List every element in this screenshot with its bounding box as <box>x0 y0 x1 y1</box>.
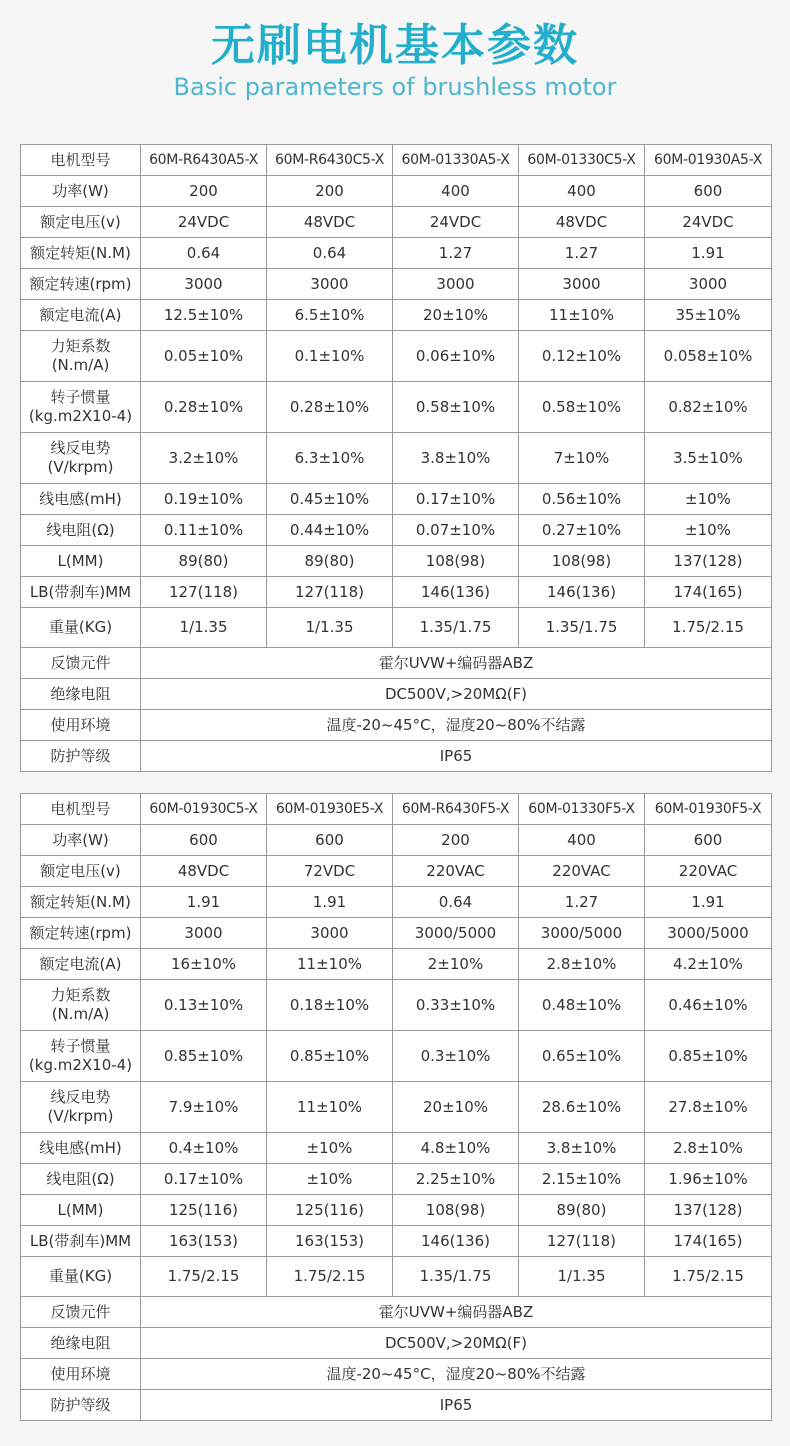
value-cell: 0.56±10% <box>519 484 645 515</box>
value-cell: 127(118) <box>267 577 393 608</box>
value-cell: 0.45±10% <box>267 484 393 515</box>
table-row <box>21 207 772 238</box>
value-cell: 12.5±10% <box>141 300 267 331</box>
value-cell: 108(98) <box>393 546 519 577</box>
model-row <box>21 145 772 176</box>
value-cell: 2.15±10% <box>519 1164 645 1195</box>
row-label-line: 力矩系数 <box>50 986 111 1004</box>
value-cell: 11±10% <box>267 1082 393 1133</box>
value-cell: 600 <box>645 825 772 856</box>
value-cell: 6.3±10% <box>267 433 393 484</box>
common-value-cell: DC500V,>20MΩ(F) <box>141 679 772 710</box>
value-cell: 1.35/1.75 <box>393 1257 519 1297</box>
value-cell: 3000 <box>141 918 267 949</box>
value-cell: 1/1.35 <box>267 608 393 648</box>
value-cell: 0.64 <box>267 238 393 269</box>
common-value-cell: DC500V,>20MΩ(F) <box>141 1328 772 1359</box>
value-cell: 200 <box>141 176 267 207</box>
value-cell: 1/1.35 <box>141 608 267 648</box>
value-cell: 20±10% <box>393 300 519 331</box>
row-label: 功率(W) <box>21 176 141 207</box>
table-row <box>21 238 772 269</box>
row-label-line: 线反电势 <box>50 1088 111 1106</box>
common-value-cell: 霍尔UVW+编码器ABZ <box>141 648 772 679</box>
value-cell: 108(98) <box>393 1195 519 1226</box>
table-row <box>21 1226 772 1257</box>
row-label: LB(带刹车)MM <box>21 1226 141 1257</box>
row-label <box>21 331 141 382</box>
value-cell: 174(165) <box>645 1226 772 1257</box>
value-cell: 16±10% <box>141 949 267 980</box>
value-cell: 3000 <box>267 269 393 300</box>
value-cell: 2±10% <box>393 949 519 980</box>
table-row <box>21 608 772 648</box>
value-cell: 1.27 <box>519 887 645 918</box>
table-row <box>21 300 772 331</box>
value-cell: 1.91 <box>141 887 267 918</box>
value-cell: 4.2±10% <box>645 949 772 980</box>
value-cell: 127(118) <box>141 577 267 608</box>
value-cell: 48VDC <box>267 207 393 238</box>
row-label <box>21 980 141 1031</box>
row-label: 重量(KG) <box>21 1257 141 1297</box>
value-cell: 1.91 <box>267 887 393 918</box>
value-cell: 146(136) <box>519 577 645 608</box>
value-cell: 0.44±10% <box>267 515 393 546</box>
page-title: 无刷电机基本参数 <box>211 20 579 71</box>
table-row <box>21 1257 772 1297</box>
value-cell: 3.8±10% <box>393 433 519 484</box>
value-cell: 3000 <box>393 269 519 300</box>
value-cell: 35±10% <box>645 300 772 331</box>
value-cell: 0.05±10% <box>141 331 267 382</box>
value-cell: 0.28±10% <box>267 382 393 433</box>
value-cell: 400 <box>519 176 645 207</box>
value-cell: 7.9±10% <box>141 1082 267 1133</box>
row-label <box>21 1082 141 1133</box>
value-cell: 1.91 <box>645 887 772 918</box>
common-value-cell: 温度-20~45°C，湿度20~80%不结露 <box>141 1359 772 1390</box>
value-cell: 3000/5000 <box>519 918 645 949</box>
row-label: 额定转矩(N.M) <box>21 887 141 918</box>
value-cell: 3000 <box>141 269 267 300</box>
table-row <box>21 546 772 577</box>
row-label-unit: (V/krpm) <box>47 1107 114 1125</box>
value-cell: 1.75/2.15 <box>645 608 772 648</box>
table-row <box>21 856 772 887</box>
row-label: 电机型号 <box>21 794 141 825</box>
model-name-cell: 60M-01330F5-X <box>519 794 645 825</box>
table-row <box>21 887 772 918</box>
value-cell: 0.46±10% <box>645 980 772 1031</box>
row-label-line: 力矩系数 <box>50 337 111 355</box>
value-cell: 0.58±10% <box>519 382 645 433</box>
value-cell: 600 <box>645 176 772 207</box>
row-label: 额定电流(A) <box>21 949 141 980</box>
value-cell: 125(116) <box>267 1195 393 1226</box>
value-cell: 28.6±10% <box>519 1082 645 1133</box>
model-name-cell: 60M-01930C5-X <box>141 794 267 825</box>
value-cell: 0.1±10% <box>267 331 393 382</box>
row-label <box>21 433 141 484</box>
row-label: 绝缘电阻 <box>21 679 141 710</box>
value-cell: 0.4±10% <box>141 1133 267 1164</box>
value-cell: 163(153) <box>267 1226 393 1257</box>
motor-spec-table-1 <box>20 144 772 772</box>
value-cell: 220VAC <box>645 856 772 887</box>
table-row <box>21 176 772 207</box>
value-cell: 20±10% <box>393 1082 519 1133</box>
value-cell: 0.33±10% <box>393 980 519 1031</box>
table-row <box>21 1164 772 1195</box>
row-label: 电机型号 <box>21 145 141 176</box>
value-cell: 2.8±10% <box>645 1133 772 1164</box>
value-cell: 400 <box>393 176 519 207</box>
value-cell: 48VDC <box>519 207 645 238</box>
value-cell: ±10% <box>267 1164 393 1195</box>
table-row <box>21 949 772 980</box>
row-label: 使用环境 <box>21 710 141 741</box>
row-label: 额定转速(rpm) <box>21 269 141 300</box>
row-label: 额定转矩(N.M) <box>21 238 141 269</box>
motor-spec-table-2 <box>20 793 772 1421</box>
value-cell: 400 <box>519 825 645 856</box>
value-cell: 0.58±10% <box>393 382 519 433</box>
value-cell: 108(98) <box>519 546 645 577</box>
value-cell: 146(136) <box>393 1226 519 1257</box>
value-cell: 125(116) <box>141 1195 267 1226</box>
row-label: 线电阻(Ω) <box>21 515 141 546</box>
value-cell: 24VDC <box>645 207 772 238</box>
value-cell: 0.06±10% <box>393 331 519 382</box>
value-cell: 0.64 <box>141 238 267 269</box>
value-cell: 3.5±10% <box>645 433 772 484</box>
table-row <box>21 382 772 433</box>
row-label-unit: (kg.m2X10-4) <box>28 1056 133 1074</box>
common-value-cell: IP65 <box>141 1390 772 1421</box>
value-cell: 200 <box>267 176 393 207</box>
table-row <box>21 1031 772 1082</box>
value-cell: 3000/5000 <box>393 918 519 949</box>
row-label-line: 转子惯量 <box>50 388 111 406</box>
value-cell: 220VAC <box>519 856 645 887</box>
value-cell: 600 <box>267 825 393 856</box>
table-row <box>21 1195 772 1226</box>
value-cell: 24VDC <box>393 207 519 238</box>
value-cell: 0.18±10% <box>267 980 393 1031</box>
common-value-cell: 温度-20~45°C，湿度20~80%不结露 <box>141 710 772 741</box>
common-value-cell: 霍尔UVW+编码器ABZ <box>141 1297 772 1328</box>
table-row <box>21 331 772 382</box>
common-value-cell: IP65 <box>141 741 772 772</box>
row-label: LB(带刹车)MM <box>21 577 141 608</box>
value-cell: 600 <box>141 825 267 856</box>
row-label: 额定转速(rpm) <box>21 918 141 949</box>
common-row <box>21 741 772 772</box>
value-cell: 0.11±10% <box>141 515 267 546</box>
value-cell: 11±10% <box>267 949 393 980</box>
value-cell: 0.64 <box>393 887 519 918</box>
value-cell: 0.48±10% <box>519 980 645 1031</box>
value-cell: 0.27±10% <box>519 515 645 546</box>
row-label-line: 转子惯量 <box>50 1037 111 1055</box>
value-cell: 89(80) <box>267 546 393 577</box>
table-row <box>21 269 772 300</box>
value-cell: 127(118) <box>519 1226 645 1257</box>
value-cell: 1.91 <box>645 238 772 269</box>
value-cell: 11±10% <box>519 300 645 331</box>
value-cell: 0.85±10% <box>645 1031 772 1082</box>
value-cell: 3000/5000 <box>645 918 772 949</box>
common-row <box>21 1297 772 1328</box>
row-label-line: 线反电势 <box>50 439 111 457</box>
row-label: 额定电流(A) <box>21 300 141 331</box>
value-cell: 146(136) <box>393 577 519 608</box>
row-label: 绝缘电阻 <box>21 1328 141 1359</box>
value-cell: 0.12±10% <box>519 331 645 382</box>
value-cell: ±10% <box>267 1133 393 1164</box>
row-label-unit: (kg.m2X10-4) <box>28 407 133 425</box>
row-label: 防护等级 <box>21 741 141 772</box>
row-label: 线电感(mH) <box>21 484 141 515</box>
value-cell: 1.35/1.75 <box>519 608 645 648</box>
table-row <box>21 825 772 856</box>
row-label: 重量(KG) <box>21 608 141 648</box>
row-label: 额定电压(v) <box>21 207 141 238</box>
value-cell: 0.058±10% <box>645 331 772 382</box>
value-cell: ±10% <box>645 484 772 515</box>
value-cell: 0.85±10% <box>141 1031 267 1082</box>
table-row <box>21 515 772 546</box>
page-subtitle: Basic parameters of brushless motor <box>173 73 617 101</box>
row-label: L(MM) <box>21 546 141 577</box>
model-name-cell: 60M-01930F5-X <box>645 794 772 825</box>
value-cell: 1/1.35 <box>519 1257 645 1297</box>
common-row <box>21 1328 772 1359</box>
value-cell: 0.17±10% <box>393 484 519 515</box>
table-row <box>21 484 772 515</box>
row-label: 线电感(mH) <box>21 1133 141 1164</box>
row-label: 反馈元件 <box>21 1297 141 1328</box>
table-row <box>21 1133 772 1164</box>
value-cell: 174(165) <box>645 577 772 608</box>
value-cell: 1.75/2.15 <box>141 1257 267 1297</box>
value-cell: 89(80) <box>141 546 267 577</box>
value-cell: 1.96±10% <box>645 1164 772 1195</box>
model-name-cell: 60M-R6430F5-X <box>393 794 519 825</box>
value-cell: 0.28±10% <box>141 382 267 433</box>
row-label: 功率(W) <box>21 825 141 856</box>
value-cell: 0.3±10% <box>393 1031 519 1082</box>
model-name-cell: 60M-01330A5-X <box>393 145 519 176</box>
table-row <box>21 1082 772 1133</box>
value-cell: 6.5±10% <box>267 300 393 331</box>
value-cell: 72VDC <box>267 856 393 887</box>
table-row <box>21 980 772 1031</box>
value-cell: 0.65±10% <box>519 1031 645 1082</box>
value-cell: 0.85±10% <box>267 1031 393 1082</box>
value-cell: 1.27 <box>393 238 519 269</box>
row-label-unit: (N.m/A) <box>51 356 110 374</box>
value-cell: 1.27 <box>519 238 645 269</box>
value-cell: 3000 <box>645 269 772 300</box>
table-row <box>21 433 772 484</box>
value-cell: 137(128) <box>645 1195 772 1226</box>
value-cell: 0.07±10% <box>393 515 519 546</box>
value-cell: 27.8±10% <box>645 1082 772 1133</box>
model-name-cell: 60M-01330C5-X <box>519 145 645 176</box>
value-cell: 0.13±10% <box>141 980 267 1031</box>
row-label-unit: (V/krpm) <box>47 458 114 476</box>
value-cell: 0.19±10% <box>141 484 267 515</box>
model-name-cell: 60M-R6430A5-X <box>141 145 267 176</box>
value-cell: 48VDC <box>141 856 267 887</box>
model-name-cell: 60M-R6430C5-X <box>267 145 393 176</box>
value-cell: 3.8±10% <box>519 1133 645 1164</box>
row-label: 反馈元件 <box>21 648 141 679</box>
value-cell: 137(128) <box>645 546 772 577</box>
table-row <box>21 918 772 949</box>
row-label: L(MM) <box>21 1195 141 1226</box>
common-row <box>21 710 772 741</box>
value-cell: 163(153) <box>141 1226 267 1257</box>
common-row <box>21 1359 772 1390</box>
row-label <box>21 1031 141 1082</box>
row-label: 线电阻(Ω) <box>21 1164 141 1195</box>
value-cell: 2.25±10% <box>393 1164 519 1195</box>
value-cell: 7±10% <box>519 433 645 484</box>
value-cell: 0.82±10% <box>645 382 772 433</box>
value-cell: 1.75/2.15 <box>645 1257 772 1297</box>
row-label: 防护等级 <box>21 1390 141 1421</box>
model-name-cell: 60M-01930E5-X <box>267 794 393 825</box>
row-label: 额定电压(v) <box>21 856 141 887</box>
value-cell: 1.35/1.75 <box>393 608 519 648</box>
model-name-cell: 60M-01930A5-X <box>645 145 772 176</box>
value-cell: 3.2±10% <box>141 433 267 484</box>
value-cell: 0.17±10% <box>141 1164 267 1195</box>
value-cell: 200 <box>393 825 519 856</box>
value-cell: 4.8±10% <box>393 1133 519 1164</box>
value-cell: 3000 <box>267 918 393 949</box>
row-label: 使用环境 <box>21 1359 141 1390</box>
value-cell: 24VDC <box>141 207 267 238</box>
row-label <box>21 382 141 433</box>
value-cell: 1.75/2.15 <box>267 1257 393 1297</box>
row-label-unit: (N.m/A) <box>51 1005 110 1023</box>
table-row <box>21 577 772 608</box>
model-row <box>21 794 772 825</box>
common-row <box>21 679 772 710</box>
common-row <box>21 648 772 679</box>
page-header <box>0 0 790 130</box>
value-cell: 220VAC <box>393 856 519 887</box>
value-cell: ±10% <box>645 515 772 546</box>
common-row <box>21 1390 772 1421</box>
value-cell: 3000 <box>519 269 645 300</box>
value-cell: 2.8±10% <box>519 949 645 980</box>
value-cell: 89(80) <box>519 1195 645 1226</box>
